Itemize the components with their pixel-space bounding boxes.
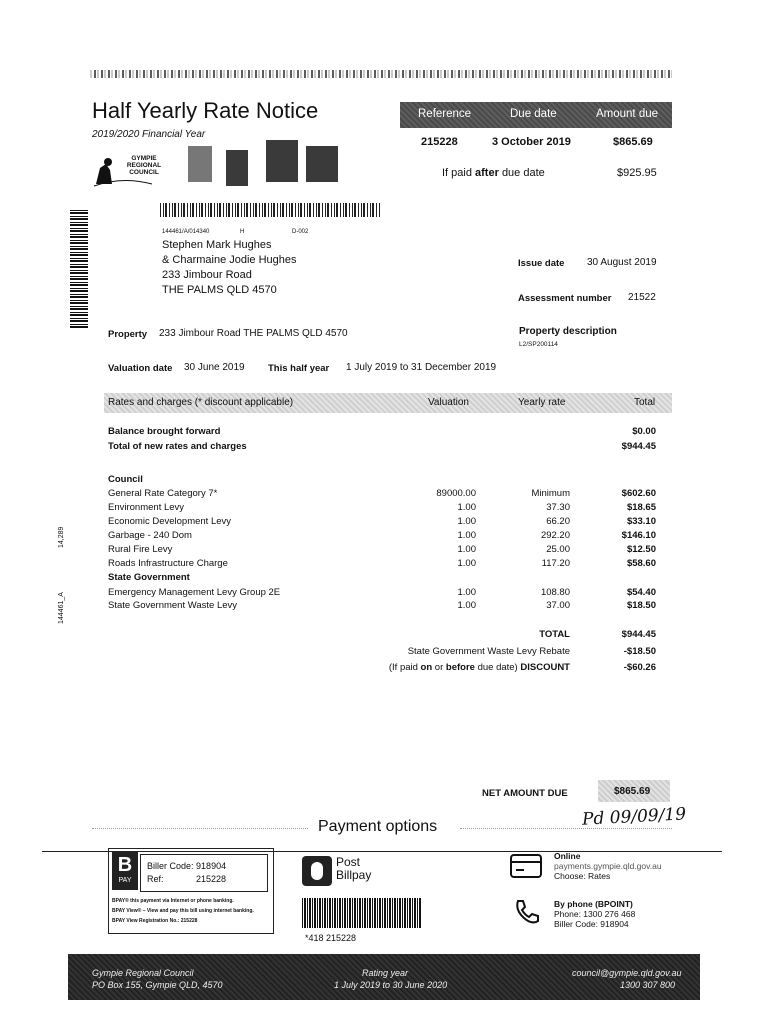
charge-valuation: 1.00 xyxy=(457,558,476,569)
total-column-header: Total xyxy=(634,397,656,408)
redaction-block xyxy=(226,150,248,186)
footer-phone: 1300 307 800 xyxy=(620,980,676,990)
summary-header xyxy=(400,102,672,128)
charge-valuation: 1.00 xyxy=(457,530,476,541)
biller-code-value: 918904 xyxy=(196,861,227,871)
total-label: TOTAL xyxy=(539,629,570,640)
charge-desc: Economic Development Levy xyxy=(108,516,232,527)
bpay-codes xyxy=(140,854,268,892)
online-url: payments.gympie.qld.gov.au xyxy=(554,861,662,871)
net-amount-label: NET AMOUNT DUE xyxy=(482,788,568,799)
charge-total: $18.50 xyxy=(626,600,656,611)
address-line: Stephen Mark Hughes xyxy=(162,239,272,251)
amount-due-value: $865.69 xyxy=(613,136,653,148)
charge-valuation: 1.00 xyxy=(457,502,476,513)
address-line: & Charmaine Jodie Hughes xyxy=(162,254,297,266)
state-heading: State Government xyxy=(108,572,190,583)
address-line: THE PALMS QLD 4570 xyxy=(162,284,277,296)
charge-rate: 66.20 xyxy=(546,516,570,527)
charge-valuation: 1.00 xyxy=(457,516,476,527)
billpay-line: Billpay xyxy=(336,868,372,882)
financial-year: 2019/2020 Financial Year xyxy=(92,129,206,140)
charge-valuation: 1.00 xyxy=(457,600,476,611)
charge-desc: Garbage - 240 Dom xyxy=(108,530,192,541)
phone-icon xyxy=(512,898,540,926)
charge-desc: Environment Levy xyxy=(108,502,185,513)
half-year-value: 1 July 2019 to 31 December 2019 xyxy=(346,362,497,373)
property-value: 233 Jimbour Road THE PALMS QLD 4570 xyxy=(159,328,348,339)
phone-biller: Biller Code: 918904 xyxy=(554,919,629,929)
property-desc-label: Property description xyxy=(519,326,617,337)
bpay-note: BPAY® this payment via Internet or phone banking. xyxy=(112,898,234,904)
charge-desc: General Rate Category 7* xyxy=(108,488,218,499)
redaction-block xyxy=(306,146,338,182)
charge-desc: Roads Infrastructure Charge xyxy=(108,558,228,569)
reference-value: 215228 xyxy=(421,136,458,148)
page-title: Half Yearly Rate Notice xyxy=(92,98,319,123)
charge-valuation: 89000.00 xyxy=(436,488,476,499)
mail-seq: D-002 xyxy=(292,229,309,235)
discount-value: -$60.26 xyxy=(623,662,656,673)
footer-rating-label: Rating year xyxy=(362,968,409,978)
new-total-value: $944.45 xyxy=(621,441,656,452)
mail-h: H xyxy=(240,229,245,235)
biller-code-label: Biller Code: xyxy=(147,861,194,871)
charge-valuation: 1.00 xyxy=(457,587,476,598)
handwritten-note: Pd 09/09/19 xyxy=(581,804,687,830)
issue-date-label: Issue date xyxy=(518,258,565,269)
assessment-value: 21522 xyxy=(628,292,656,303)
discount-label: (If paid on or before due date) DISCOUNT xyxy=(388,662,570,673)
amount-due-header: Amount due xyxy=(596,108,659,120)
ref-label: Ref: xyxy=(147,874,164,884)
total-value: $944.45 xyxy=(621,629,656,640)
scan-strip xyxy=(90,70,672,78)
addressee-block xyxy=(162,238,297,298)
valuation-column-header: Valuation xyxy=(428,397,469,408)
charge-total: $54.40 xyxy=(626,587,656,598)
charge-rate: 117.20 xyxy=(541,558,570,569)
mail-barcode xyxy=(160,203,380,217)
due-date-header: Due date xyxy=(510,108,557,120)
charge-desc: State Government Waste Levy xyxy=(108,600,238,611)
redaction-block xyxy=(266,140,298,182)
charge-desc: Rural Fire Levy xyxy=(108,544,173,555)
late-payment-note: If paid after due date xyxy=(442,167,545,179)
reference-header: Reference xyxy=(418,108,472,120)
charge-rate: 108.80 xyxy=(540,587,570,598)
side-barcode xyxy=(70,210,88,328)
council-heading: Council xyxy=(108,474,143,485)
net-amount-value: $865.69 xyxy=(614,786,651,797)
half-year-label: This half year xyxy=(268,363,330,374)
phone-number: Phone: 1300 276 468 xyxy=(554,909,636,919)
issue-date-value: 30 August 2019 xyxy=(587,257,657,268)
cut-line xyxy=(92,828,308,829)
balance-value: $0.00 xyxy=(632,426,656,437)
online-choose: Choose: Rates xyxy=(554,871,611,881)
bpay-logo-b: B xyxy=(117,854,133,876)
charge-valuation: 1.00 xyxy=(457,544,476,555)
bpay-notes xyxy=(112,896,254,926)
post-barcode-code: *418 215228 xyxy=(305,933,357,943)
side-text: 14,289 xyxy=(58,526,65,548)
post-line: Post xyxy=(336,855,361,869)
property-label: Property xyxy=(108,329,148,340)
valuation-date-value: 30 June 2019 xyxy=(184,362,245,373)
desc-column-header: Rates and charges (* discount applicable) xyxy=(108,397,294,408)
charge-rate: Minimum xyxy=(531,488,570,499)
bpay-logo-pay: PAY xyxy=(118,877,132,884)
charge-total: $146.10 xyxy=(621,530,656,541)
online-heading: Online xyxy=(554,851,581,861)
valuation-date-label: Valuation date xyxy=(108,363,173,374)
side-text: 144461_A xyxy=(58,592,65,624)
charge-rate: 37.00 xyxy=(546,600,570,611)
rebate-value: -$18.50 xyxy=(623,646,656,657)
charge-rate: 37.30 xyxy=(546,502,570,513)
online-block xyxy=(554,851,662,881)
rate-column-header: Yearly rate xyxy=(518,397,566,408)
ref-value: 215228 xyxy=(196,874,227,884)
assessment-label: Assessment number xyxy=(518,293,612,304)
mail-code: 144461/A/014340 xyxy=(162,229,210,235)
redaction-block xyxy=(188,146,212,182)
payment-options-title: Payment options xyxy=(318,818,438,835)
footer-email: council@gympie.qld.gov.au xyxy=(572,968,682,978)
address-line: 233 Jimbour Road xyxy=(162,269,252,281)
charge-desc: Emergency Management Levy Group 2E xyxy=(108,587,281,598)
new-total-label: Total of new rates and charges xyxy=(108,441,247,452)
phone-block xyxy=(554,899,635,929)
card-icon xyxy=(510,854,542,878)
post-billpay-text xyxy=(336,856,371,882)
bpay-logo xyxy=(112,852,138,890)
bpay-note: BPAY View Registration No.: 215228 xyxy=(112,918,198,924)
charges-header xyxy=(104,393,672,413)
property-desc-value: L2/SP200114 xyxy=(519,341,558,348)
charge-total: $33.10 xyxy=(626,516,656,527)
rebate-label: State Government Waste Levy Rebate xyxy=(407,646,570,657)
charge-total: $18.65 xyxy=(626,502,656,513)
charge-total: $12.50 xyxy=(626,544,656,555)
charge-total: $602.60 xyxy=(621,488,656,499)
post-billpay-logo xyxy=(302,856,332,886)
balance-label: Balance brought forward xyxy=(108,426,221,437)
cut-line xyxy=(460,828,672,829)
footer-rating: 1 July 2019 to 30 June 2020 xyxy=(334,980,448,990)
bpay-note: BPAY View® – View and pay this bill using internet banking. xyxy=(112,908,254,914)
footer-org: Gympie Regional Council xyxy=(92,968,194,978)
due-date-value: 3 October 2019 xyxy=(492,136,571,148)
charge-total: $58.60 xyxy=(626,558,656,569)
footer xyxy=(68,954,700,1000)
post-barcode xyxy=(302,898,422,928)
charge-rate: 292.20 xyxy=(540,530,570,541)
charge-rate: 25.00 xyxy=(546,544,570,555)
council-logo-text: GYMPIE REGIONAL COUNCIL xyxy=(126,155,162,176)
footer-address: PO Box 155, Gympie QLD, 4570 xyxy=(92,980,223,990)
late-amount: $925.95 xyxy=(617,167,657,179)
phone-heading: By phone (BPOINT) xyxy=(554,899,633,909)
